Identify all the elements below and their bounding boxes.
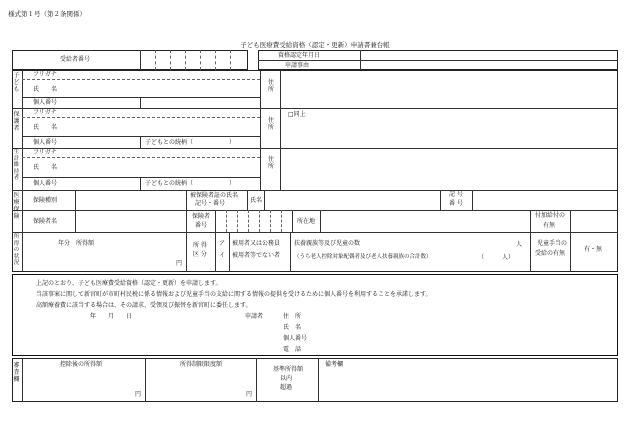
insurer-name-label: 保険者名 <box>33 218 58 225</box>
guardian-address-label: 住所 <box>268 117 275 131</box>
dependents-label-2: （うち老人控除対象配偶者及び老人扶養親族の合計数） <box>294 254 432 260</box>
declaration-line-1: 上記のとおり、子ども医療費受給資格（認定・更新）を申請します。 <box>36 280 222 287</box>
declaration-line-2: 当該事案に関して新宮町が市町村民税に係る情報および児童手当の支給に関する情報の提供を受けるために個人番号を利用することを承諾します。 <box>36 291 432 298</box>
form-number: 様式第１号（第２条関係） <box>8 10 86 18</box>
income-yen-label: 円 <box>176 260 183 267</box>
income-class-label-2: 区 分 <box>193 251 207 258</box>
holder-name-label: 氏名 <box>250 197 263 204</box>
guardian-furigana-label: フリガナ <box>33 109 57 116</box>
addl-benefit-label-2: 有無 <box>543 222 556 229</box>
insurer-number-label-2: 番号 <box>195 222 208 229</box>
applicant-name-label: 氏 名 <box>283 324 302 331</box>
same-as-above-checkbox[interactable]: □同上 <box>288 111 306 118</box>
insured-card-label: 被保険者証の氏名 <box>190 192 239 199</box>
after-deduction-label: 控除後の所得額 <box>60 361 103 368</box>
remarks-label: 備考欄 <box>325 361 344 368</box>
income-limit-label: 所得制限限度額 <box>180 361 223 368</box>
child-furigana-label: フリガナ <box>33 71 57 78</box>
applicant-phone-label: 電 話 <box>283 346 302 353</box>
option-i-text[interactable]: 被用者等でない者 <box>232 252 281 259</box>
child-mynumber-label: 個人番号 <box>33 99 58 106</box>
guardian-mynumber-label: 個人番号 <box>33 139 58 146</box>
insured-card-label-2: 記号・番号 <box>195 200 226 207</box>
persons-label: 人 <box>516 241 523 248</box>
guardian-name-label: 氏 名 <box>33 124 58 131</box>
income-limit-yen: 円 <box>246 391 253 398</box>
cert-date-label: 資格認定年月日 <box>278 52 321 59</box>
exceed-label[interactable]: 超過 <box>280 384 293 391</box>
applicant-label: 申請者 <box>245 313 264 320</box>
declaration-date: 年 月 日 <box>90 313 133 320</box>
supporter-section-label: 生計維持者 <box>13 149 20 181</box>
insurance-type-label: 保険種別 <box>33 197 58 204</box>
persons-sub-label: （ 人） <box>478 254 515 261</box>
child-name-label: 氏 名 <box>33 86 58 93</box>
review-section-label: 審査欄 <box>13 362 20 383</box>
child-address-label: 住所 <box>268 79 275 93</box>
criteria-label: 基準所得額 <box>273 366 304 373</box>
income-section-label: 所得の状況 <box>13 234 20 266</box>
supporter-address-label: 住所 <box>268 156 275 170</box>
review-table <box>12 358 618 402</box>
applicant-mynumber-label: 個人番号 <box>283 335 308 342</box>
child-section-label: 子ども <box>13 72 20 93</box>
supporter-mynumber-label: 個人番号 <box>33 180 58 187</box>
number-label: 番 号 <box>449 200 463 207</box>
dependents-label: 扶養親族等及び児童の数 <box>294 240 361 247</box>
income-class-label: 所 得 <box>193 242 207 249</box>
addl-benefit-label: 付加給付の <box>535 212 566 219</box>
reason-label: 申請事由 <box>285 62 310 69</box>
insurance-section-label: 医療保険 <box>13 192 20 220</box>
guardian-section-label: 保護者 <box>13 111 20 132</box>
guardian-relation-label: 子どもとの続柄（ ） <box>145 139 236 146</box>
recipient-number-box <box>12 50 248 70</box>
child-allowance-yes-no[interactable]: 有・無 <box>584 246 603 253</box>
option-i-marker: イ <box>219 252 226 259</box>
form-title: 子ども医療費受給資格（認定・更新）申請書兼台帳 <box>240 41 390 49</box>
child-allowance-label-2: 受給の有無 <box>535 250 566 257</box>
recipient-number-label: 受給者番号 <box>60 56 91 63</box>
location-label: 所在地 <box>297 218 316 225</box>
declaration-line-3: 高額療養費に該当する場合は、その請求、受領及び振替を新宮町に委任します。 <box>36 302 252 309</box>
child-allowance-label: 児童手当の <box>537 240 568 247</box>
supporter-relation-label: 子どもとの続柄（ ） <box>145 180 236 187</box>
applicant-address-label: 住 所 <box>283 313 302 320</box>
within-label[interactable]: 以内 <box>280 375 293 382</box>
supporter-furigana-label: フリガナ <box>33 149 57 156</box>
insurer-number-label: 保険者 <box>192 213 211 220</box>
after-deduction-yen: 円 <box>135 391 142 398</box>
year-income-label: 年分 所得額 <box>58 240 95 247</box>
option-a-marker: ア <box>219 240 226 247</box>
option-a-text[interactable]: 被用者又は公務員 <box>232 240 281 247</box>
supporter-name-label: 氏 名 <box>33 164 58 171</box>
symbol-label: 記 号 <box>449 191 463 198</box>
